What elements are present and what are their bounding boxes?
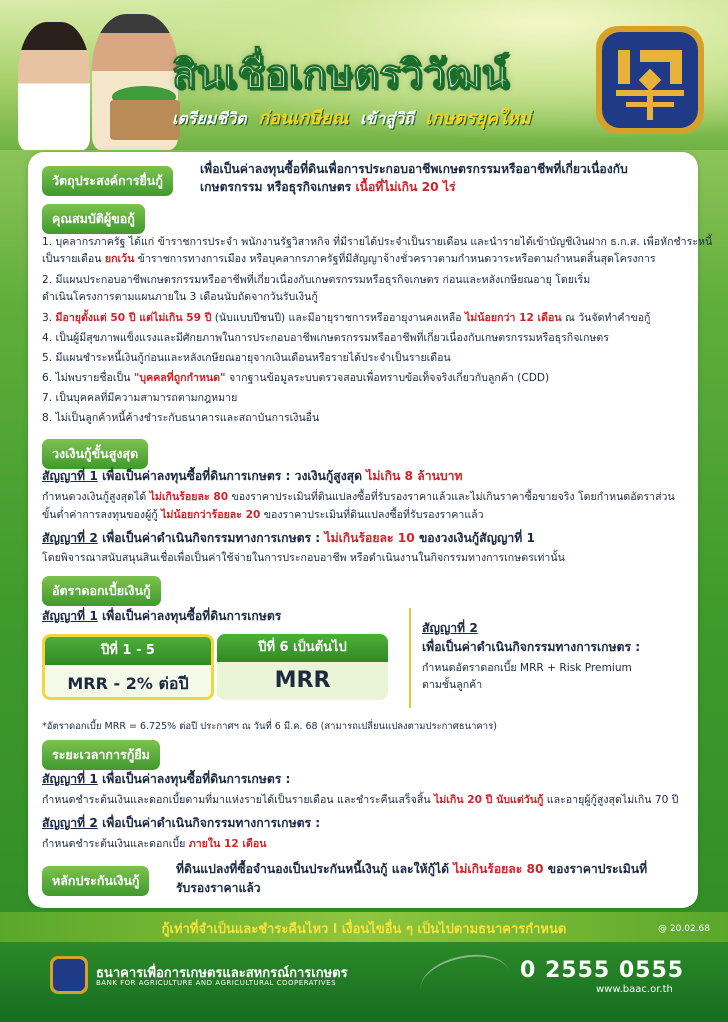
rate-box-year-1-5 bbox=[42, 634, 214, 700]
detail-text: ขั้นต่ำค่าการลงทุนของผู้กู้ bbox=[42, 509, 158, 521]
collateral-label: หลักประกันเงินกู้ bbox=[42, 866, 149, 896]
interest-contract-2-text: เพื่อเป็นค่าดำเนินกิจกรรมทางการเกษตร : bbox=[422, 640, 641, 654]
objective-line-2 bbox=[200, 178, 456, 196]
detail-highlight: ไม่เกินร้อยละ 80 bbox=[149, 491, 229, 503]
detail-highlight: ไม่เกิน 20 ปี นับแต่วันกู้ bbox=[433, 794, 544, 806]
max-loan-amount: ไม่เกิน 8 ล้านบาท bbox=[366, 469, 463, 483]
objective-area-limit: เนื้อที่ไม่เกิน 20 ไร่ bbox=[355, 180, 456, 194]
contract-text: ของวงเงินกู้สัญญาที่ 1 bbox=[418, 531, 535, 545]
qual-highlight: "บุคคลที่ถูกกำหนด" bbox=[133, 372, 226, 384]
qual-highlight: มีอายุตั้งแต่ 50 ปี แต่ไม่เกิน 59 ปี bbox=[55, 312, 212, 324]
term-contract-1 bbox=[42, 770, 290, 788]
collateral-limit: ไม่เกินร้อยละ 80 bbox=[453, 862, 544, 876]
detail-text: ของราคาประเมินที่ดินแปลงซื้อที่รับรองราคาแล้วและไม่เกินราคาซื้อขายจริง โดยกำหนดอัตราส่วน bbox=[231, 491, 675, 503]
term-detail bbox=[42, 836, 267, 853]
publish-date: @ 20.02.68 bbox=[658, 924, 710, 934]
qual-item: 4. เป็นผู้มีสุขภาพแข็งแรงและมีศักยภาพในการประกอบอาชีพเกษตรกรรมหรืออาชีพที่เกี่ยวเนื่องกับเกษตรกรรมหรือธุรกิจเกษตร bbox=[42, 332, 609, 344]
contract-2-limit: ไม่เกินร้อยละ 10 bbox=[324, 531, 415, 545]
footer bbox=[0, 942, 728, 1022]
basket-image bbox=[110, 100, 180, 140]
bank-name-thai: ธนาคารเพื่อการเกษตรและสหกรณ์การเกษตร bbox=[96, 966, 348, 981]
contract-title: สัญญาที่ 2 bbox=[422, 621, 478, 635]
qual-item: ดำเนินโครงการตามแผนภายใน 3 เดือนนับถัดจากวันรับเงินกู้ bbox=[42, 291, 318, 303]
footer-conditions: กู้เท่าที่จำเป็นและชำระคืนไหว l เงื่อนไขอื่น ๆ เป็นไปตามธนาคารกำหนด bbox=[161, 922, 567, 937]
detail-text: กำหนดชำระต้นเงินและดอกเบี้ยตามที่มาแห่งรายได้เป็นรายเดือน และชำระคืนเสร็จสิ้น bbox=[42, 794, 431, 806]
max-loan-detail bbox=[42, 507, 484, 524]
subtitle-part-2: เข้าสู่วิถี bbox=[359, 109, 414, 128]
hero-banner bbox=[0, 0, 728, 150]
page-title: สินเชื่อเกษตรวิวัฒน์ bbox=[172, 52, 509, 98]
qual-text: (นับแบบปีชนปี) และมีอายุราชการหรืออายุงานคงเหลือ bbox=[214, 312, 462, 324]
max-loan-contract-2 bbox=[42, 529, 535, 547]
term-detail bbox=[42, 792, 678, 809]
qualifications-label: คุณสมบัติผู้ขอกู้ bbox=[42, 204, 145, 234]
divider bbox=[409, 608, 411, 708]
footer-logo bbox=[50, 956, 88, 994]
contract-text: เพื่อเป็นค่าลงทุนซื้อที่ดินการเกษตร : วงเงินกู้สูงสุด bbox=[102, 469, 362, 483]
detail-text: ของราคาประเมินที่ดินแปลงซื้อที่รับรองราคาแล้ว bbox=[263, 509, 484, 521]
qual-item bbox=[42, 251, 656, 268]
content-card bbox=[28, 152, 713, 908]
qual-item: 2. มีแผนประกอบอาชีพเกษตรกรรมหรืออาชีพที่เกี่ยวเนื่องกับเกษตรกรรมหรือธุรกิจเกษตร ก่อนและหลังเกษียณอายุ โดยเริ่ม bbox=[42, 274, 591, 286]
qual-item bbox=[42, 370, 549, 387]
collateral-line-1 bbox=[176, 860, 647, 878]
qual-item: 5. มีแผนชำระหนี้เงินกู้ก่อนและหลังเกษียณอายุจากเงินเดือนหรือรายได้ประจำเป็นรายเดือน bbox=[42, 352, 451, 364]
contract-text: เพื่อเป็นค่าลงทุนซื้อที่ดินการเกษตร bbox=[102, 609, 282, 623]
rate-box-year-6-plus bbox=[217, 634, 388, 700]
detail-highlight: ไม่น้อยกว่าร้อยละ 20 bbox=[161, 509, 261, 521]
max-loan-detail bbox=[42, 489, 675, 506]
objective-line-1: เพื่อเป็นค่าลงทุนซื้อที่ดินเพื่อการประกอบอาชีพเกษตรกรรมหรืออาชีพที่เกี่ยวเนื่องกับ bbox=[200, 162, 628, 176]
rate-year-1-5-value: MRR - 2% ต่อปี bbox=[45, 665, 211, 700]
qual-text: 3. bbox=[42, 312, 53, 324]
contract-title: สัญญาที่ 1 bbox=[42, 772, 98, 786]
qual-highlight: ยกเว้น bbox=[104, 253, 135, 265]
qual-item: 8. ไม่เป็นลูกค้าหนี้ค้างชำระกับธนาคารและสถาบันการเงินอื่น bbox=[42, 412, 320, 424]
qual-text: เป็นรายเดือน bbox=[42, 253, 102, 265]
qual-highlight: ไม่น้อยกว่า 12 เดือน bbox=[464, 312, 562, 324]
contract-text: เพื่อเป็นค่าลงทุนซื้อที่ดินการเกษตร : bbox=[102, 772, 291, 786]
objective-label: วัตถุประสงค์การยื่นกู้ bbox=[42, 166, 173, 196]
qual-text: จากฐานข้อมูลระบบตรวจสอบเพื่อทราบข้อเท็จจริงเกี่ยวกับลูกค้า (CDD) bbox=[228, 372, 550, 384]
contract-title: สัญญาที่ 1 bbox=[42, 609, 98, 623]
contract-title: สัญญาที่ 2 bbox=[42, 816, 98, 830]
detail-text: กำหนดชำระต้นเงินและดอกเบี้ย bbox=[42, 838, 186, 850]
phone-number[interactable]: 0 2555 0555 bbox=[520, 958, 685, 983]
qual-item: 7. เป็นบุคคลที่มีความสามารถตามกฎหมาย bbox=[42, 392, 238, 404]
contract-title: สัญญาที่ 2 bbox=[42, 531, 98, 545]
rate-year-6-value: MRR bbox=[217, 662, 388, 700]
contract-text: เพื่อเป็นค่าดำเนินกิจกรรมทางการเกษตร : bbox=[102, 531, 321, 545]
qual-text: ข้าราชการทางการเมือง หรือบุคลากรภาครัฐที่มีสัญญาจ้างชั่วคราวตามกำหนดวาระหรือตามกำหนดสิ้นสุดโครงการ bbox=[137, 253, 656, 265]
contract-text: เพื่อเป็นค่าดำเนินกิจกรรมทางการเกษตร : bbox=[102, 816, 321, 830]
rice-graphic bbox=[416, 947, 514, 1015]
interest-note: *อัตราดอกเบี้ย MRR = 6.725% ต่อปี ประกาศฯ ณ วันที่ 6 มี.ค. 68 (สามารถเปลี่ยนแปลงตามประกาศธนาคาร) bbox=[42, 721, 497, 732]
website-link[interactable]: www.baac.or.th bbox=[596, 984, 673, 995]
collateral-text: ที่ดินแปลงที่ซื้อจำนองเป็นประกันหนี้เงินกู้ และให้กู้ได้ bbox=[176, 862, 449, 876]
qual-text: 6. ไม่พบรายชื่อเป็น bbox=[42, 372, 131, 384]
max-loan-label: วงเงินกู้ขั้นสูงสุด bbox=[42, 439, 148, 469]
collateral-text: ของราคาประเมินที่ bbox=[547, 862, 648, 876]
max-loan-contract-1 bbox=[42, 467, 463, 485]
interest-contract-2 bbox=[422, 619, 478, 637]
contract-title: สัญญาที่ 1 bbox=[42, 469, 98, 483]
max-loan-detail: โดยพิจารณาสนับสนุนสินเชื่อเพื่อเป็นค่าใช้จ่ายในการประกอบอาชีพ หรือดำเนินงานในกิจกรรมทางการเกษตรเท่านั้น bbox=[42, 552, 565, 564]
detail-text: และอายุผู้กู้สูงสุดไม่เกิน 70 ปี bbox=[546, 794, 679, 806]
rate-year-6-head: ปีที่ 6 เป็นต้นไป bbox=[217, 634, 388, 662]
detail-text: กำหนดวงเงินกู้สูงสุดได้ bbox=[42, 491, 147, 503]
interest-contract-2-detail: กำหนดอัตราดอกเบี้ย MRR + Risk Premium bbox=[422, 662, 632, 674]
subtitle-highlight-1: ก่อนเกษียณ bbox=[258, 108, 349, 129]
footer-band bbox=[0, 912, 728, 942]
subtitle-part-1: เตรียมชีวิต bbox=[172, 109, 247, 128]
collateral-line-2: รับรองราคาแล้ว bbox=[176, 881, 261, 895]
baac-logo bbox=[596, 26, 704, 134]
qual-item bbox=[42, 310, 650, 327]
woman-farmer-image bbox=[18, 22, 90, 150]
page-subtitle bbox=[172, 103, 537, 132]
subtitle-highlight-2: เกษตรยุคใหม่ bbox=[425, 108, 531, 129]
interest-contract-1 bbox=[42, 607, 281, 625]
interest-label: อัตราดอกเบี้ยเงินกู้ bbox=[42, 576, 161, 606]
rate-year-1-5-head: ปีที่ 1 - 5 bbox=[45, 637, 211, 665]
bank-name-english: BANK FOR AGRICULTURE AND AGRICULTURAL COOPERATIVES bbox=[96, 979, 337, 987]
term-label: ระยะเวลาการกู้ยืม bbox=[42, 740, 160, 770]
objective-line-2-text: เกษตรกรรม หรือธุรกิจเกษตร bbox=[200, 180, 352, 194]
qual-item: 1. บุคลากรภาครัฐ ได้แก่ ข้าราชการประจำ พนักงานรัฐวิสาหกิจ ที่มีรายได้ประจำเป็นรายเดือน และนำรายได้เข้าบัญชีเงินฝาก ธ.ก.ส. เพื่อหักชำระหนี้ bbox=[42, 236, 713, 248]
qual-text: ณ วันจัดทำคำขอกู้ bbox=[565, 312, 651, 324]
detail-highlight: ภายใน 12 เดือน bbox=[188, 838, 267, 850]
term-contract-2 bbox=[42, 814, 320, 832]
interest-contract-2-detail: ตามชั้นลูกค้า bbox=[422, 679, 483, 691]
